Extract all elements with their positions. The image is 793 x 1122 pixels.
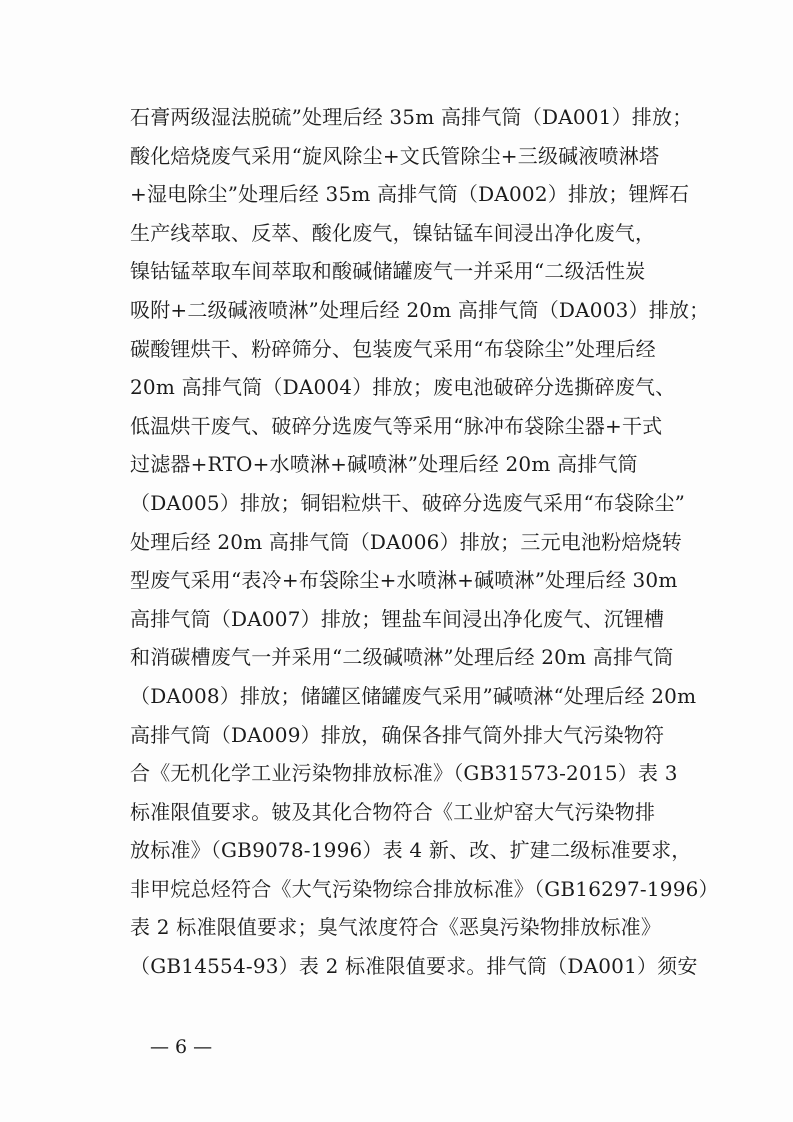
text-line: +湿电除尘”处理后经 35m 高排气筒（DA002）排放；锂辉石: [130, 182, 690, 207]
text-line: 表 2 标准限值要求；臭气浓度符合《恶臭污染物排放标准》: [130, 915, 662, 940]
page-number: — 6 —: [150, 1036, 213, 1058]
text-line: 高排气筒（DA009）排放，确保各排气筒外排大气污染物符: [130, 722, 665, 747]
text-line: 非甲烷总烃符合《大气污染物综合排放标准》（GB16297-1996）: [130, 876, 719, 901]
text-line: 酸化焙烧废气采用“旋风除尘+文氏管除尘+三级碱液喷淋塔: [130, 143, 660, 168]
text-line: 合《无机化学工业污染物排放标准》（GB31573-2015）表 3: [130, 761, 678, 786]
text-line: 20m 高排气筒（DA004）排放；废电池破碎分选撕碎废气、: [130, 375, 676, 400]
text-line: 放标准》（GB9078-1996）表 4 新、改、扩建二级标准要求，: [130, 838, 692, 863]
text-line: 镍钴锰萃取车间萃取和酸碱储罐废气一并采用“二级活性炭: [130, 259, 646, 284]
text-line: （DA005）排放；铜铝粒烘干、破碎分选废气采用“布袋除尘”: [130, 490, 686, 515]
text-line: 型废气采用“表冷+布袋除尘+水喷淋+碱喷淋”处理后经 30m: [130, 568, 678, 593]
text-line: 碳酸锂烘干、粉碎筛分、包装废气采用“布袋除尘”处理后经: [130, 336, 656, 361]
text-line: 吸附+二级碱液喷淋”处理后经 20m 高排气筒（DA003）排放；: [130, 297, 710, 322]
text-line: （GB14554-93）表 2 标准限值要求。排气筒（DA001）须安: [130, 954, 698, 979]
text-line: 高排气筒（DA007）排放；锂盐车间浸出净化废气、沉锂槽: [130, 606, 665, 631]
text-line: 石膏两级湿法脱硫”处理后经 35m 高排气筒（DA001）排放；: [130, 105, 693, 129]
body-text: [130, 98, 719, 986]
text-line: 标准限值要求。铍及其化合物符合《工业炉窑大气污染物排: [130, 799, 656, 824]
text-line: （DA008）排放；储罐区储罐废气采用”碱喷淋“处理后经 20m: [130, 683, 697, 708]
text-line: 生产线萃取、反萃、酸化废气，镍钴锰车间浸出净化废气，: [130, 220, 656, 245]
text-line: 低温烘干废气、破碎分选废气等采用“脉冲布袋除尘器+干式: [130, 413, 663, 438]
text-line: 过滤器+RTO+水喷淋+碱喷淋”处理后经 20m 高排气筒: [130, 452, 638, 477]
text-line: 处理后经 20m 高排气筒（DA006）排放；三元电池粉焙烧转: [130, 529, 682, 554]
text-line: 和消碳槽废气一并采用“二级碱喷淋”处理后经 20m 高排气筒: [130, 645, 674, 670]
